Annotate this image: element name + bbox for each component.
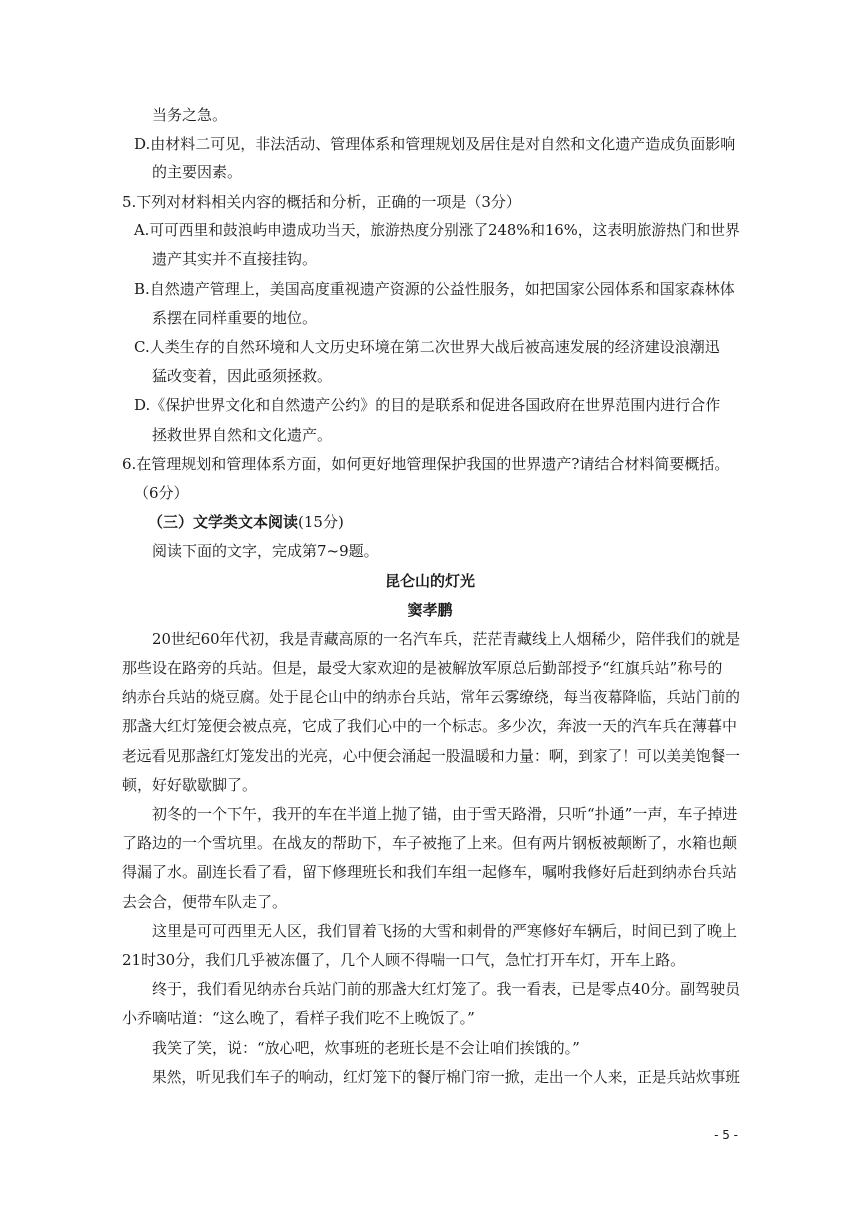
text-line: 猛改变着，因此亟须拯救。 <box>152 367 333 385</box>
paragraph-line: 初冬的一个下午，我开的车在半道上抛了锚，由于雪天路滑，只听“扑通”一声，车子掉进 <box>152 805 738 823</box>
page-number: - 5 - <box>714 1128 738 1142</box>
section-heading-title: （三）文学类文本阅读 <box>148 513 299 531</box>
paragraph-line: 小乔嘀咕道：“这么晚了，看样子我们吃不上晚饭了。” <box>122 1009 475 1027</box>
text-line: 拯救世界自然和文化遗产。 <box>152 426 333 444</box>
paragraph-line: 那盏大红灯笼便会被点亮，它成了我们心中的一个标志。多少次，奔波一天的汽车兵在薄暮中 <box>122 717 738 735</box>
text-line: 当务之急。 <box>152 106 228 124</box>
paragraph-line: 这里是可可西里无人区，我们冒着飞扬的大雪和刺骨的严寒修好车辆后，时间已到了晚上 <box>152 922 738 940</box>
question-6-score: （6分） <box>134 484 189 502</box>
option-d-line: D.由材料二可见，非法活动、管理体系和管理规划及居住是对自然和文化遗产造成负面影响 <box>134 135 736 153</box>
option-a-line: A.可可西里和鼓浪屿申遗成功当天，旅游热度分别涨了248%和16%，这表明旅游热门和世界 <box>134 221 740 239</box>
option-b-line: B.自然遗产管理上，美国高度重视遗产资源的公益性服务，如把国家公园体系和国家森林体 <box>134 280 735 298</box>
paragraph-line: 了路边的一个雪坑里。在战友的帮助下，车子被拖了上来。但有两片钢板被颠断了，水箱也颠 <box>122 834 738 852</box>
section-heading-score: (15分) <box>298 513 344 531</box>
question-6: 6.在管理规划和管理体系方面，如何更好地管理保护我国的世界遗产?请结合材料简要概括。 <box>122 455 730 473</box>
reading-instruction: 阅读下面的文字，完成第7~9题。 <box>152 542 379 560</box>
paragraph-line: 那些设在路旁的兵站。但是，最受大家欢迎的是被解放军原总后勤部授予“红旗兵站”称号的 <box>122 659 723 677</box>
paragraph-line: 老远看见那盏红灯笼发出的光亮，心中便会涌起一股温暖和力量：啊，到家了！可以美美饱餐一 <box>122 747 741 765</box>
article-title: 昆仑山的灯光 <box>384 572 475 590</box>
option-d-line: D.《保护世界文化和自然遗产公约》的目的是联系和促进各国政府在世界范围内进行合作 <box>134 396 721 414</box>
article-author: 窦孝鹏 <box>407 601 453 619</box>
paragraph-line: 得漏了水。副连长看了看，留下修理班长和我们车组一起修车，嘱咐我修好后赶到纳赤台兵站 <box>122 863 738 881</box>
paragraph-line: 终于，我们看见纳赤台兵站门前的那盏大红灯笼了。我一看表，已是零点40分。副驾驶员 <box>152 980 741 998</box>
option-c-line: C.人类生存的自然环境和人文历史环境在第二次世界大战后被高速发展的经济建设浪潮迅 <box>134 338 720 356</box>
text-line: 遗产其实并不直接挂钩。 <box>152 250 318 268</box>
paragraph-line: 顿，好好歇歇脚了。 <box>122 776 258 794</box>
text-line: 系摆在同样重要的地位。 <box>152 309 318 327</box>
question-5: 5.下列对材料相关内容的概括和分析，正确的一项是（3分） <box>122 193 521 211</box>
text-line: 的主要因素。 <box>152 163 243 181</box>
paragraph-line: 我笑了笑，说：“放心吧，炊事班的老班长是不会让咱们挨饿的。” <box>152 1039 580 1057</box>
section-heading <box>148 511 344 533</box>
paragraph-line: 21时30分，我们几乎被冻僵了，几个人顾不得喘一口气，急忙打开车灯，开车上路。 <box>122 951 686 969</box>
paragraph-line: 去会合，便带车队走了。 <box>122 893 288 911</box>
paragraph-line: 果然，听见我们车子的响动，红灯笼下的餐厅棉门帘一掀，走出一个人来，正是兵站炊事班 <box>152 1068 741 1086</box>
paragraph-line: 纳赤台兵站的烧豆腐。处于昆仑山中的纳赤台兵站，常年云雾缭绕，每当夜幕降临，兵站门前的 <box>122 688 741 706</box>
paragraph-line: 20世纪60年代初，我是青藏高原的一名汽车兵，茫茫青藏线上人烟稀少，陪伴我们的就是 <box>152 630 741 648</box>
